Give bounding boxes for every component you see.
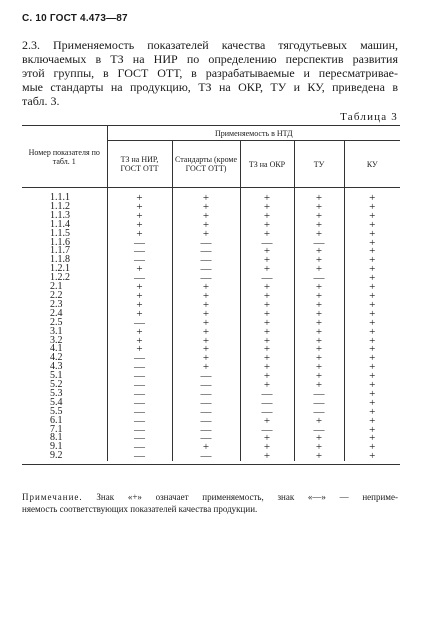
row-section-number: 9.2 <box>50 450 63 462</box>
applicability-cell: + <box>240 256 294 265</box>
table-row <box>22 354 400 363</box>
applicability-cell: + <box>172 203 240 212</box>
applicability-cell: + <box>294 372 344 381</box>
applicability-cell: + <box>344 443 400 452</box>
applicability-cell: — <box>172 452 240 461</box>
applicability-cell: — <box>172 274 240 283</box>
row-section-number: 1.1.6 <box>50 236 70 248</box>
applicability-cell: + <box>240 337 294 346</box>
table-row <box>22 452 400 461</box>
applicability-cell: + <box>344 390 400 399</box>
row-section-number: 4.3 <box>50 361 63 373</box>
applicability-cell: + <box>344 256 400 265</box>
table-row <box>22 203 400 212</box>
column-header: КУ <box>344 141 400 188</box>
applicability-cell: — <box>107 239 172 248</box>
row-section-number: 1.1.4 <box>50 218 70 230</box>
applicability-cell: + <box>344 221 400 230</box>
applicability-cell: — <box>172 265 240 274</box>
applicability-cell: + <box>294 381 344 390</box>
applicability-cell: — <box>107 256 172 265</box>
applicability-cell: + <box>172 319 240 328</box>
applicability-cell: + <box>344 408 400 417</box>
table-row <box>22 292 400 301</box>
applicability-cell: + <box>344 337 400 346</box>
paragraph-line: табл. 3. <box>22 94 60 108</box>
applicability-cell: — <box>172 434 240 443</box>
table-row <box>22 212 400 221</box>
applicability-cell: + <box>294 292 344 301</box>
table-note <box>22 491 398 515</box>
applicability-cell: — <box>107 417 172 426</box>
applicability-cell: — <box>294 399 344 408</box>
applicability-cell: + <box>240 292 294 301</box>
applicability-cell: + <box>344 319 400 328</box>
applicability-cell: — <box>172 239 240 248</box>
applicability-cell: + <box>240 212 294 221</box>
applicability-cell: + <box>240 301 294 310</box>
applicability-cell: + <box>172 354 240 363</box>
table-bottom-rule <box>22 464 400 465</box>
paragraph-line: включаемых в ТЗ на НИР по определению перспектив развития <box>22 52 398 66</box>
applicability-cell: — <box>107 452 172 461</box>
applicability-cell: + <box>240 283 294 292</box>
table-row <box>22 274 400 283</box>
applicability-cell: — <box>240 239 294 248</box>
row-section-number: 1.1.5 <box>50 227 70 239</box>
applicability-cell: + <box>172 328 240 337</box>
applicability-cell: — <box>107 363 172 372</box>
applicability-cell: + <box>172 283 240 292</box>
row-section-number: 2.2 <box>50 289 63 301</box>
applicability-cell: + <box>172 230 240 239</box>
row-section-number: 1.2.2 <box>50 272 70 284</box>
row-section-number: 7.1 <box>50 423 63 435</box>
applicability-cell: + <box>294 301 344 310</box>
group-header: Применяемость в НТД <box>107 126 400 141</box>
applicability-cell: + <box>172 337 240 346</box>
applicability-cell: + <box>344 372 400 381</box>
applicability-cell: + <box>294 212 344 221</box>
page-header: С. 10 ГОСТ 4.473—87 <box>22 13 128 24</box>
applicability-cell: + <box>240 265 294 274</box>
row-section-number: 2.4 <box>50 307 63 319</box>
applicability-cell: + <box>240 363 294 372</box>
applicability-cell: + <box>240 319 294 328</box>
applicability-cell: — <box>172 390 240 399</box>
applicability-cell: + <box>344 239 400 248</box>
applicability-cell: + <box>344 301 400 310</box>
row-section-number: 2.5 <box>50 316 63 328</box>
applicability-cell: + <box>172 310 240 319</box>
applicability-cell: — <box>294 390 344 399</box>
row-section-number: 1.1.7 <box>50 245 70 257</box>
applicability-cell: + <box>294 434 344 443</box>
applicability-cell: + <box>172 301 240 310</box>
applicability-cell: + <box>240 310 294 319</box>
applicability-cell: + <box>294 230 344 239</box>
applicability-cell: + <box>240 221 294 230</box>
applicability-cell: + <box>172 212 240 221</box>
column-header: Стандарты (кроме ГОСТ ОТТ) <box>172 141 240 188</box>
applicability-cell: + <box>344 310 400 319</box>
applicability-cell: + <box>344 417 400 426</box>
table-row <box>22 328 400 337</box>
row-header: Номер показателя по табл. 1 <box>22 126 107 188</box>
applicability-cell: — <box>107 426 172 435</box>
applicability-cell: — <box>294 426 344 435</box>
applicability-cell: + <box>240 354 294 363</box>
applicability-cell: + <box>294 203 344 212</box>
applicability-cell: + <box>294 247 344 256</box>
note-text: Знак «+» означает применяемость, знак «—» — неприме- <box>96 492 398 502</box>
applicability-cell: — <box>240 426 294 435</box>
row-section-number: 1.1.3 <box>50 209 70 221</box>
row-section-number: 5.2 <box>50 379 63 391</box>
applicability-cell: + <box>240 434 294 443</box>
applicability-cell: + <box>172 363 240 372</box>
applicability-cell: — <box>107 372 172 381</box>
applicability-cell: — <box>240 399 294 408</box>
applicability-cell: + <box>294 188 344 203</box>
row-section-number: 2.1 <box>50 281 63 293</box>
paragraph-line: этой группы, в ГОСТ ОТТ, в разрабатываемые и пересматривае- <box>22 66 398 80</box>
table-body <box>22 188 400 462</box>
row-section-number: 3.1 <box>50 325 63 337</box>
table-row <box>22 283 400 292</box>
applicability-cell: + <box>172 221 240 230</box>
row-section-number: 1.2.1 <box>50 263 70 275</box>
column-header: ТУ <box>294 141 344 188</box>
applicability-cell: + <box>172 345 240 354</box>
applicability-cell: + <box>240 443 294 452</box>
applicability-cell: + <box>344 203 400 212</box>
applicability-cell: — <box>294 239 344 248</box>
applicability-cell: + <box>107 283 172 292</box>
note-line <box>22 491 398 503</box>
applicability-cell: + <box>344 188 400 203</box>
applicability-cell: — <box>107 390 172 399</box>
row-section-number: 6.1 <box>50 414 63 426</box>
applicability-cell: — <box>107 434 172 443</box>
applicability-cell: — <box>107 408 172 417</box>
applicability-cell: + <box>294 363 344 372</box>
applicability-cell: + <box>294 443 344 452</box>
note-line: няемость соответствующих показателей качества продукции. <box>22 504 258 514</box>
applicability-cell: + <box>107 328 172 337</box>
applicability-cell: + <box>294 417 344 426</box>
paragraph-line: мые стандарты на продукцию, ТЗ на ОКР, ТУ и КУ, приведена в <box>22 80 398 94</box>
applicability-cell: + <box>344 274 400 283</box>
applicability-cell: + <box>294 337 344 346</box>
applicability-cell: + <box>107 230 172 239</box>
applicability-cell: + <box>107 301 172 310</box>
applicability-cell: + <box>344 292 400 301</box>
row-section-number: 5.1 <box>50 370 63 382</box>
applicability-cell: + <box>107 310 172 319</box>
applicability-cell: + <box>240 381 294 390</box>
applicability-cell: + <box>107 221 172 230</box>
applicability-cell: + <box>294 310 344 319</box>
row-section-number: 5.4 <box>50 396 63 408</box>
applicability-cell: + <box>240 203 294 212</box>
row-section-number: 3.2 <box>50 334 63 346</box>
applicability-cell: + <box>344 345 400 354</box>
applicability-cell: + <box>107 212 172 221</box>
row-section-number: 4.1 <box>50 343 63 355</box>
applicability-cell: + <box>240 230 294 239</box>
applicability-cell: — <box>172 399 240 408</box>
applicability-cell: — <box>107 247 172 256</box>
row-section-number: 2.3 <box>50 298 63 310</box>
applicability-cell: + <box>172 443 240 452</box>
applicability-cell: + <box>240 372 294 381</box>
applicability-cell: + <box>344 328 400 337</box>
column-header: ТЗ на НИР, ГОСТ ОТТ <box>107 141 172 188</box>
applicability-cell: — <box>172 247 240 256</box>
applicability-cell: + <box>294 452 344 461</box>
applicability-cell: + <box>294 319 344 328</box>
table-row <box>22 337 400 346</box>
applicability-cell: + <box>240 328 294 337</box>
paragraph-line: 2.3. Применяемость показателей качества тягодутьевых машин, <box>22 38 398 52</box>
row-section-number: 1.1.1 <box>50 192 70 203</box>
row-section-number: 8.1 <box>50 432 63 444</box>
applicability-cell: + <box>344 452 400 461</box>
row-section-number: 5.3 <box>50 387 63 399</box>
table-row <box>22 310 400 319</box>
applicability-cell: + <box>344 247 400 256</box>
table-row <box>22 221 400 230</box>
applicability-cell: + <box>107 292 172 301</box>
applicability-cell: + <box>294 256 344 265</box>
applicability-cell: + <box>294 345 344 354</box>
applicability-cell: — <box>172 417 240 426</box>
applicability-cell: — <box>172 256 240 265</box>
table-row <box>22 434 400 443</box>
applicability-cell: + <box>240 452 294 461</box>
applicability-cell: — <box>172 408 240 417</box>
applicability-cell: + <box>344 354 400 363</box>
applicability-cell: + <box>107 345 172 354</box>
applicability-cell: + <box>240 417 294 426</box>
applicability-cell: + <box>294 328 344 337</box>
applicability-cell: + <box>107 337 172 346</box>
applicability-cell: + <box>344 363 400 372</box>
applicability-cell: — <box>107 399 172 408</box>
table-row <box>22 188 400 203</box>
applicability-cell: + <box>344 212 400 221</box>
table-row <box>22 319 400 328</box>
applicability-cell: — <box>294 274 344 283</box>
applicability-cell: — <box>240 408 294 417</box>
applicability-cell: + <box>344 381 400 390</box>
applicability-cell: + <box>240 345 294 354</box>
row-section-number: 9.1 <box>50 441 63 453</box>
row-section-number: 4.2 <box>50 352 63 364</box>
applicability-cell: + <box>107 265 172 274</box>
applicability-cell: + <box>344 426 400 435</box>
applicability-cell: — <box>107 381 172 390</box>
applicability-cell: + <box>107 203 172 212</box>
row-section-number: 1.1.2 <box>50 200 70 212</box>
row-section-number: 5.5 <box>50 405 63 417</box>
column-header: ТЗ на ОКР <box>240 141 294 188</box>
applicability-cell: — <box>240 274 294 283</box>
applicability-cell: + <box>240 188 294 203</box>
applicability-cell: — <box>172 381 240 390</box>
applicability-table <box>22 125 400 461</box>
table-row <box>22 345 400 354</box>
row-section-number: 1.1.8 <box>50 254 70 266</box>
applicability-cell: + <box>107 188 172 203</box>
applicability-cell: + <box>344 230 400 239</box>
applicability-cell: + <box>172 292 240 301</box>
table-row <box>22 301 400 310</box>
applicability-cell: + <box>344 283 400 292</box>
applicability-cell: + <box>240 247 294 256</box>
applicability-cell: + <box>294 283 344 292</box>
applicability-cell: + <box>344 399 400 408</box>
applicability-cell: — <box>107 443 172 452</box>
applicability-cell: — <box>240 390 294 399</box>
applicability-cell: — <box>172 426 240 435</box>
table-caption: Таблица 3 <box>340 111 398 123</box>
applicability-cell: + <box>344 434 400 443</box>
applicability-cell: + <box>172 188 240 203</box>
applicability-cell: — <box>294 408 344 417</box>
applicability-cell: — <box>107 319 172 328</box>
applicability-cell: + <box>344 265 400 274</box>
applicability-cell: + <box>294 221 344 230</box>
applicability-cell: — <box>107 354 172 363</box>
note-lead: Примечание. <box>22 492 83 502</box>
applicability-cell: — <box>107 274 172 283</box>
applicability-cell: + <box>294 265 344 274</box>
section-paragraph <box>22 38 398 108</box>
applicability-cell: + <box>294 354 344 363</box>
applicability-cell: — <box>172 372 240 381</box>
